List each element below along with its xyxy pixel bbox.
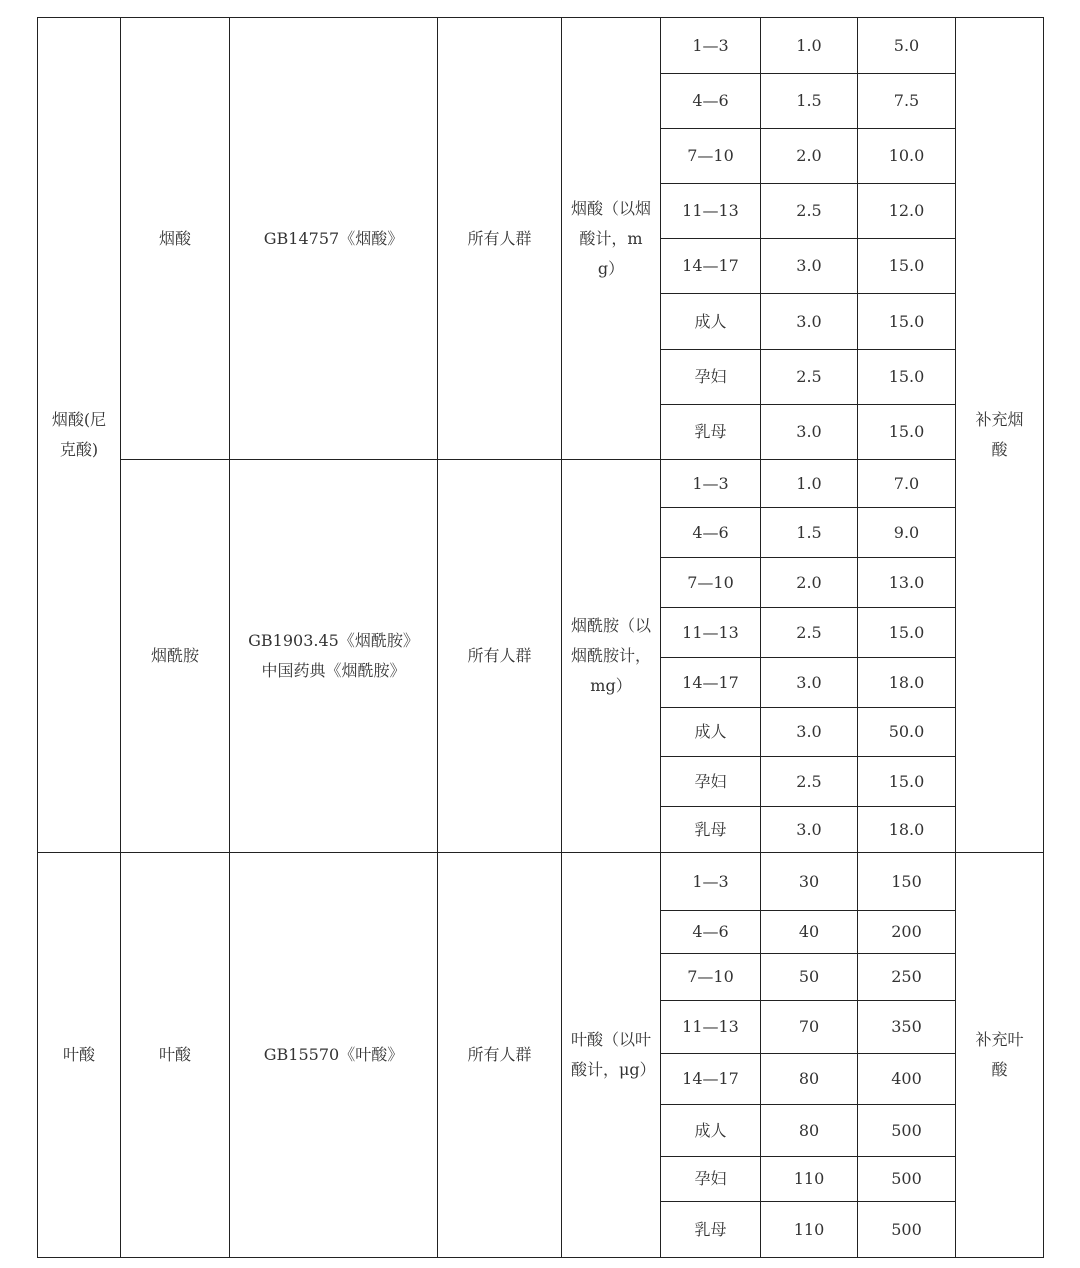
standard-cell [230,853,438,1258]
low-value-cell: 3.0 [761,405,858,460]
high-value-cell: 200 [858,911,956,954]
standard-cell [230,460,438,853]
low-value-cell: 3.0 [761,807,858,853]
low-value-cell: 30 [761,853,858,911]
age-cell: 11—13 [661,608,761,658]
high-value-cell: 15.0 [858,350,956,405]
age-cell: 乳母 [661,807,761,853]
table-row [38,18,1044,74]
low-value-cell: 2.0 [761,558,858,608]
unit-cell [562,18,661,460]
high-value-cell: 250 [858,954,956,1001]
high-value-cell: 50.0 [858,708,956,757]
standard-line: GB1903.45《烟酰胺》 [248,631,419,650]
standard-line: GB15570《叶酸》 [263,1045,404,1064]
unit-cell [562,460,661,853]
high-value-cell: 500 [858,1202,956,1258]
low-value-cell: 3.0 [761,708,858,757]
high-value-cell: 350 [858,1001,956,1054]
purpose-label: 补充叶酸 [975,1030,1024,1079]
population-cell: 所有人群 [438,853,562,1258]
unit-label: 烟酸（以烟酸计，mg） [571,198,652,278]
high-value-cell: 400 [858,1054,956,1105]
high-value-cell: 7.5 [858,74,956,129]
purpose-cell [956,18,1044,853]
nutrient-name: 烟酸(尼克酸) [51,410,107,459]
compound-cell: 烟酰胺 [121,460,230,853]
low-value-cell: 50 [761,954,858,1001]
low-value-cell: 80 [761,1105,858,1157]
low-value-cell: 1.5 [761,74,858,129]
age-cell: 11—13 [661,1001,761,1054]
standard-line: GB14757《烟酸》 [263,228,404,248]
low-value-cell: 110 [761,1202,858,1258]
standard-line: 中国药典《烟酰胺》 [261,661,406,680]
high-value-cell: 13.0 [858,558,956,608]
age-cell: 1—3 [661,18,761,74]
table-row [38,853,1044,911]
table-row [38,460,1044,508]
low-value-cell: 70 [761,1001,858,1054]
age-cell: 成人 [661,294,761,350]
low-value-cell: 1.5 [761,508,858,558]
age-cell: 11—13 [661,184,761,239]
low-value-cell: 2.5 [761,757,858,807]
age-cell: 1—3 [661,460,761,508]
age-cell: 孕妇 [661,350,761,405]
high-value-cell: 18.0 [858,807,956,853]
unit-label: 烟酰胺（以烟酰胺计，mg） [570,616,651,695]
nutrient-cell [38,18,121,853]
age-cell: 7—10 [661,954,761,1001]
high-value-cell: 5.0 [858,18,956,74]
compound-cell: 叶酸 [121,853,230,1258]
high-value-cell: 15.0 [858,757,956,807]
population-cell: 所有人群 [438,18,562,460]
high-value-cell: 15.0 [858,608,956,658]
high-value-cell: 12.0 [858,184,956,239]
high-value-cell: 10.0 [858,129,956,184]
low-value-cell: 1.0 [761,460,858,508]
age-cell: 4—6 [661,74,761,129]
high-value-cell: 9.0 [858,508,956,558]
age-cell: 乳母 [661,405,761,460]
high-value-cell: 500 [858,1105,956,1157]
high-value-cell: 15.0 [858,239,956,294]
age-cell: 4—6 [661,508,761,558]
age-cell: 7—10 [661,129,761,184]
nutrient-name: 叶酸 [62,1045,95,1064]
low-value-cell: 2.0 [761,129,858,184]
high-value-cell: 18.0 [858,658,956,708]
age-cell: 乳母 [661,1202,761,1258]
low-value-cell: 80 [761,1054,858,1105]
low-value-cell: 3.0 [761,239,858,294]
low-value-cell: 2.5 [761,184,858,239]
low-value-cell: 3.0 [761,294,858,350]
age-cell: 4—6 [661,911,761,954]
purpose-cell [956,853,1044,1258]
age-cell: 孕妇 [661,1157,761,1202]
low-value-cell: 2.5 [761,350,858,405]
high-value-cell: 15.0 [858,294,956,350]
low-value-cell: 110 [761,1157,858,1202]
age-cell: 成人 [661,708,761,757]
age-cell: 14—17 [661,239,761,294]
age-cell: 7—10 [661,558,761,608]
age-cell: 1—3 [661,853,761,911]
age-cell: 14—17 [661,1054,761,1105]
population-cell: 所有人群 [438,460,562,853]
nutrient-cell [38,853,121,1258]
age-cell: 成人 [661,1105,761,1157]
high-value-cell: 7.0 [858,460,956,508]
age-cell: 14—17 [661,658,761,708]
low-value-cell: 40 [761,911,858,954]
low-value-cell: 3.0 [761,658,858,708]
standard-cell [230,18,438,460]
high-value-cell: 500 [858,1157,956,1202]
nutrient-table [37,17,1044,1258]
age-cell: 孕妇 [661,757,761,807]
purpose-label: 补充烟酸 [975,410,1024,459]
unit-cell [562,853,661,1258]
unit-label: 叶酸（以叶酸计，μg） [571,1030,656,1079]
compound-cell: 烟酸 [121,18,230,460]
high-value-cell: 150 [858,853,956,911]
high-value-cell: 15.0 [858,405,956,460]
low-value-cell: 1.0 [761,18,858,74]
low-value-cell: 2.5 [761,608,858,658]
